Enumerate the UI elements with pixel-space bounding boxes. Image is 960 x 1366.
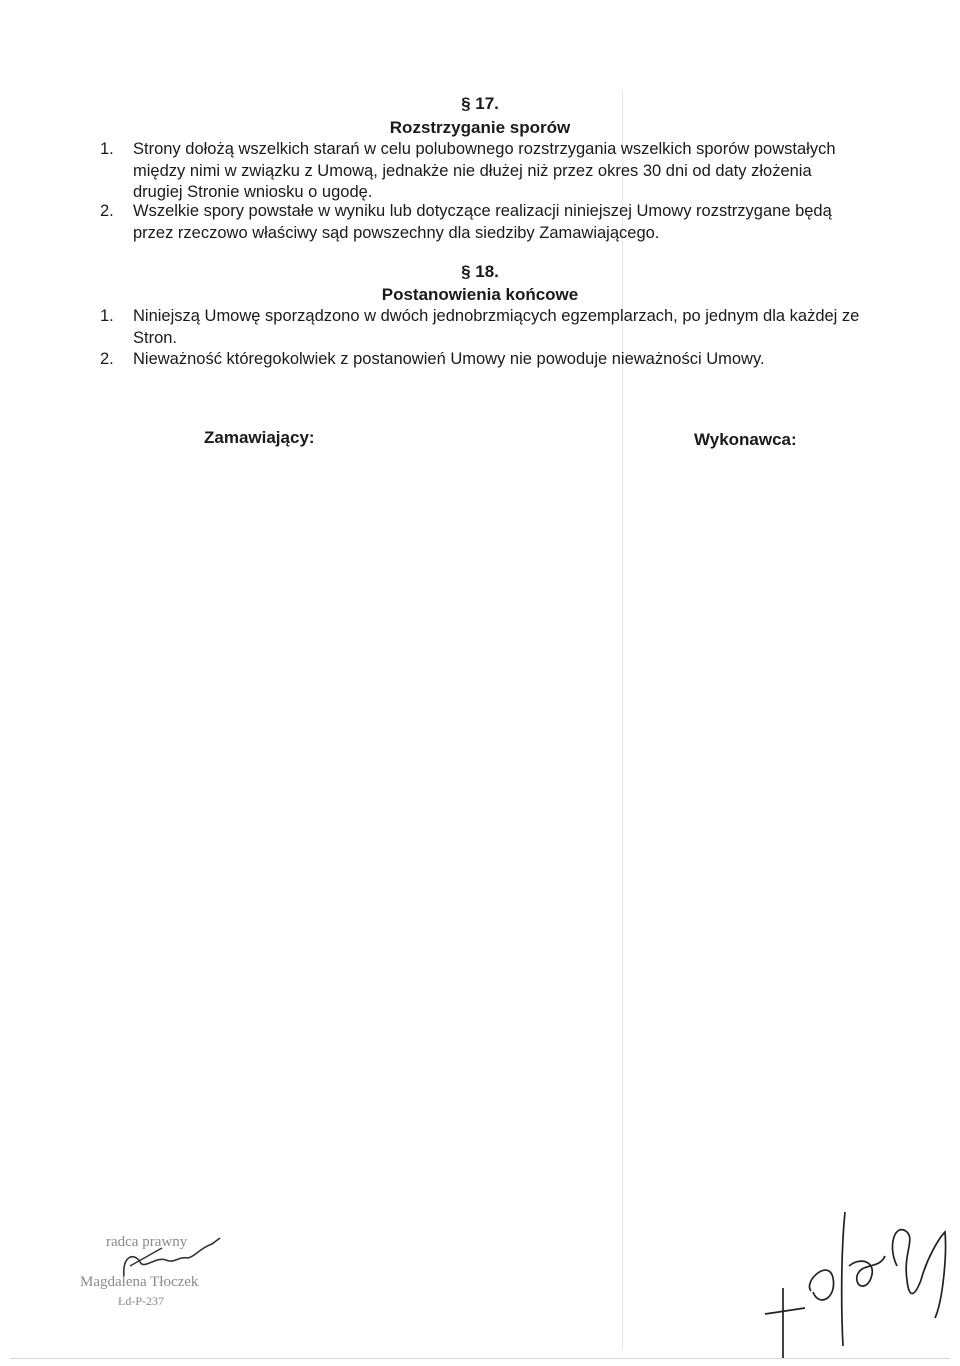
stamp-line-id: Łd-P-237: [118, 1294, 164, 1308]
section-17-number: § 17.: [461, 94, 499, 113]
item-number: 1.: [100, 140, 114, 158]
scan-bottom-edge: [10, 1358, 950, 1359]
item-text: Niniejszą Umowę sporządzono w dwóch jednobrzmiących egzemplarzach, po jednym dla każdej ze Stron.: [133, 307, 860, 347]
stamp-line-title: radca prawny: [106, 1234, 188, 1250]
item-text: Strony dołożą wszelkich starań w celu polubownego rozstrzygania wszelkich sporów powstałych między nimi w związku z Umową, jednakże nie dłużej niż przez okres 30 dni od daty złożenia drugiej Stronie wniosku o ugodę.: [133, 140, 836, 201]
item-number: 2.: [100, 350, 114, 368]
section-18-number: § 18.: [461, 262, 499, 281]
left-handwritten-signature: [100, 1226, 240, 1306]
right-handwritten-signature: [745, 1196, 960, 1366]
signature-label-zamawiajacy: Zamawiający:: [204, 428, 315, 447]
signature-label-wykonawca: Wykonawca:: [694, 430, 797, 449]
item-text: Wszelkie spory powstałe w wyniku lub dotyczące realizacji niniejszej Umowy rozstrzygane będą przez rzeczowo właściwy sąd powszechny dla siedziby Zamawiającego.: [133, 202, 832, 242]
item-number: 2.: [100, 202, 114, 220]
item-number: 1.: [100, 307, 114, 325]
section-17-title: Rozstrzyganie sporów: [389, 118, 571, 137]
stamp-line-name: Magdalena Tłoczek: [80, 1274, 199, 1290]
item-text: Nieważność któregokolwiek z postanowień Umowy nie powoduje nieważności Umowy.: [133, 350, 765, 368]
section-18-title: Postanowienia końcowe: [381, 285, 579, 304]
